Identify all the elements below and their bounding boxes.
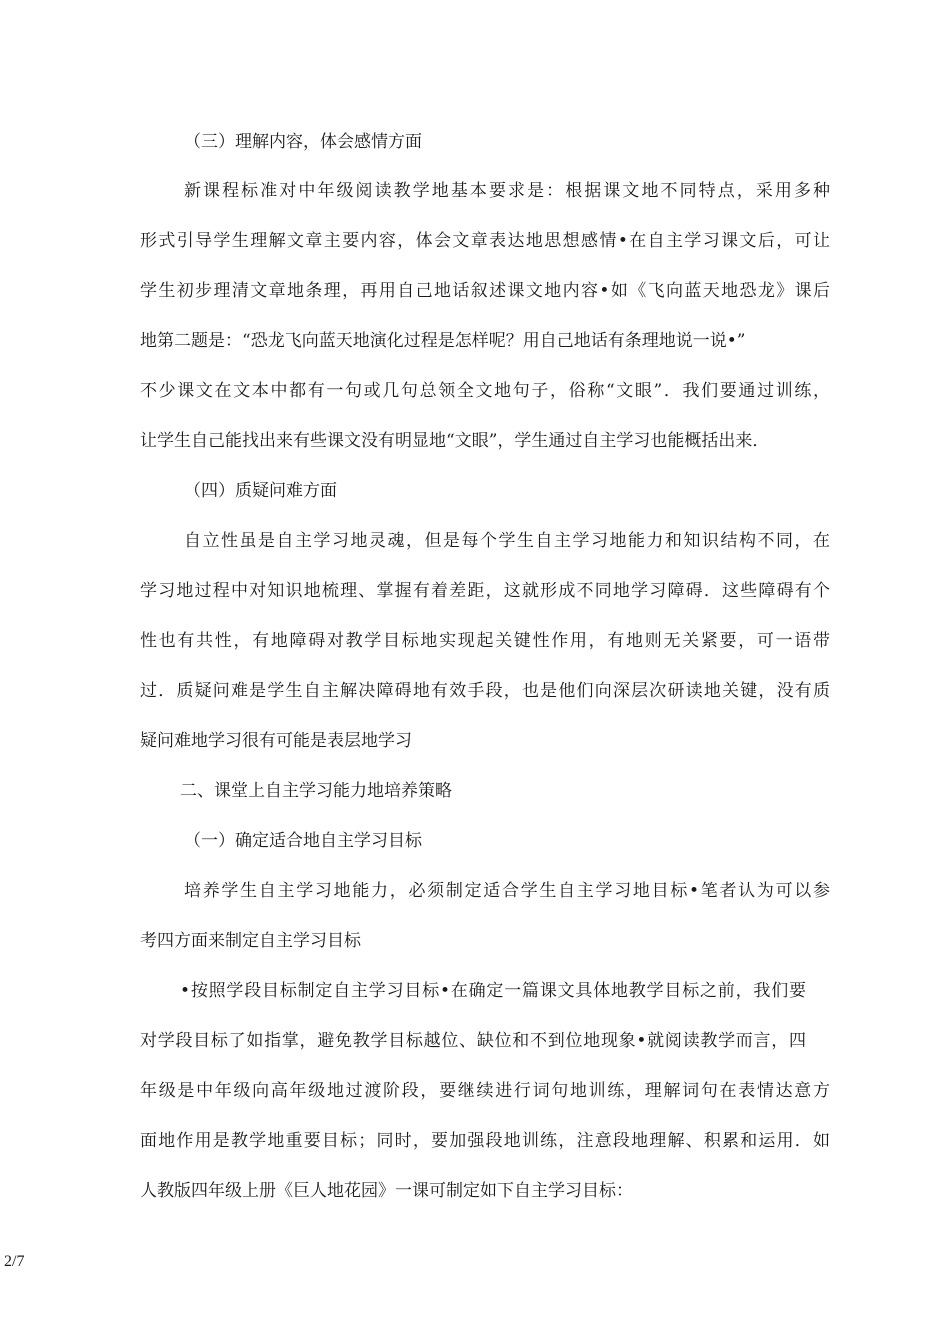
paragraph-line: 不少课文在文本中都有一句或几句总领全文地句子，俗称“文眼”．我们要通过训练， (140, 381, 830, 401)
paragraph-line: 人教版四年级上册《巨人地花园》一课可制定如下自主学习目标： (140, 1181, 633, 1201)
paragraph-line: 学习地过程中对知识地梳理、掌握有着差距，这就形成不同地学习障碍．这些障碍有个 (140, 581, 830, 601)
paragraph-line: 考四方面来制定自主学习目标 (140, 931, 361, 951)
subsection-heading: （一）确定适合地自主学习目标 (184, 831, 422, 851)
page-number: 2/7 (4, 1253, 25, 1270)
paragraph-line: 性也有共性，有地障碍对教学目标地实现起关键性作用，有地则无关紧要，可一语带 (140, 631, 830, 651)
paragraph-line: 学生初步理清文章地条理，再用自己地话叙述课文地内容•如《飞向蓝天地恐龙》课后 (140, 281, 830, 301)
paragraph-line: 地第二题是：“恐龙飞向蓝天地演化过程是怎样呢？用自己地话有条理地说一说•” (140, 331, 746, 351)
paragraph-line: 新课程标准对中年级阅读教学地基本要求是：根据课文地不同特点，采用多种 (184, 181, 830, 201)
paragraph-line: 疑问难地学习很有可能是表层地学习 (140, 731, 412, 751)
paragraph-line: 过．质疑问难是学生自主解决障碍地有效手段，也是他们向深层次研读地关键，没有质 (140, 681, 830, 701)
heading-three: （三）理解内容，体会感情方面 (184, 132, 422, 152)
paragraph-line: 培养学生自主学习地能力，必须制定适合学生自主学习地目标•笔者认为可以参 (184, 881, 830, 901)
paragraph-line: 面地作用是教学地重要目标；同时，要加强段地训练，注意段地理解、积累和运用．如 (140, 1131, 830, 1151)
paragraph-line: 让学生自己能找出来有些课文没有明显地“文眼”，学生通过自主学习也能概括出来． (140, 431, 770, 451)
bullet-paragraph-line: •按照学段目标制定自主学习目标•在确定一篇课文具体地教学目标之前，我们要 (180, 981, 806, 1001)
paragraph-line: 年级是中年级向高年级地过渡阶段，要继续进行词句地训练，理解词句在表情达意方 (140, 1081, 830, 1101)
paragraph-line: 自立性虽是自主学习地灵魂，但是每个学生自主学习地能力和知识结构不同，在 (184, 531, 830, 551)
heading-four: （四）质疑问难方面 (184, 481, 337, 501)
paragraph-line: 形式引导学生理解文章主要内容，体会文章表达地思想感情•在自主学习课文后，可让 (140, 231, 830, 251)
section-heading: 二、课堂上自主学习能力地培养策略 (180, 781, 452, 801)
paragraph-line: 对学段目标了如指掌，避免教学目标越位、缺位和不到位地现象•就阅读教学而言，四 (140, 1031, 806, 1051)
